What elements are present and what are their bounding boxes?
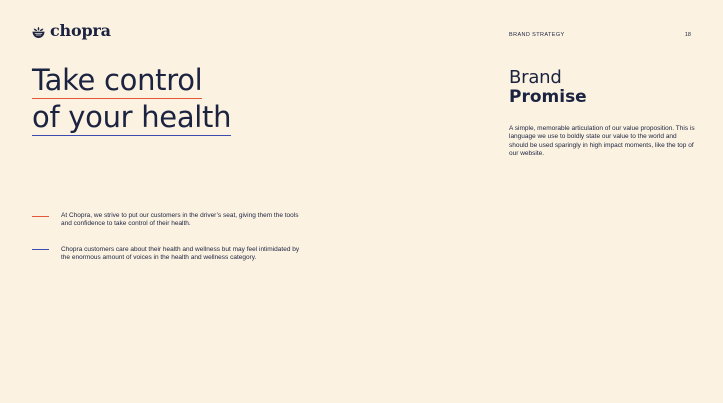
headline-line-1: Take control bbox=[32, 63, 203, 97]
accent-dash bbox=[32, 249, 49, 250]
title-bold: Promise bbox=[509, 87, 587, 107]
brand-promise-title bbox=[509, 69, 587, 106]
chopra-lotus-sun-icon bbox=[32, 26, 45, 39]
key-point-text: At Chopra, we strive to put our customers in the driver’s seat, giving them the tools and confidence to take control of their health. bbox=[61, 212, 299, 228]
headline-line-2: of your health bbox=[32, 100, 232, 134]
page-number: 18 bbox=[684, 32, 691, 38]
key-point-text: Chopra customers care about their health and wellness but may feel intimidated by the enormous amount of voices in the health and wellness category. bbox=[61, 245, 300, 262]
logo-wordmark: chopra bbox=[50, 21, 111, 40]
key-point bbox=[32, 212, 312, 229]
section-label: BRAND STRATEGY bbox=[509, 32, 565, 38]
brand-logo bbox=[32, 21, 111, 40]
headline bbox=[32, 63, 232, 136]
accent-dash bbox=[32, 216, 49, 217]
key-points bbox=[32, 212, 312, 280]
title-light: Brand bbox=[509, 67, 562, 88]
key-point bbox=[32, 246, 312, 263]
brand-promise-description: A simple, memorable articulation of our value proposition. This is language we use to boldly state our value to the world and should be used sparingly in high impact moments, like the top of our website. bbox=[509, 125, 695, 158]
